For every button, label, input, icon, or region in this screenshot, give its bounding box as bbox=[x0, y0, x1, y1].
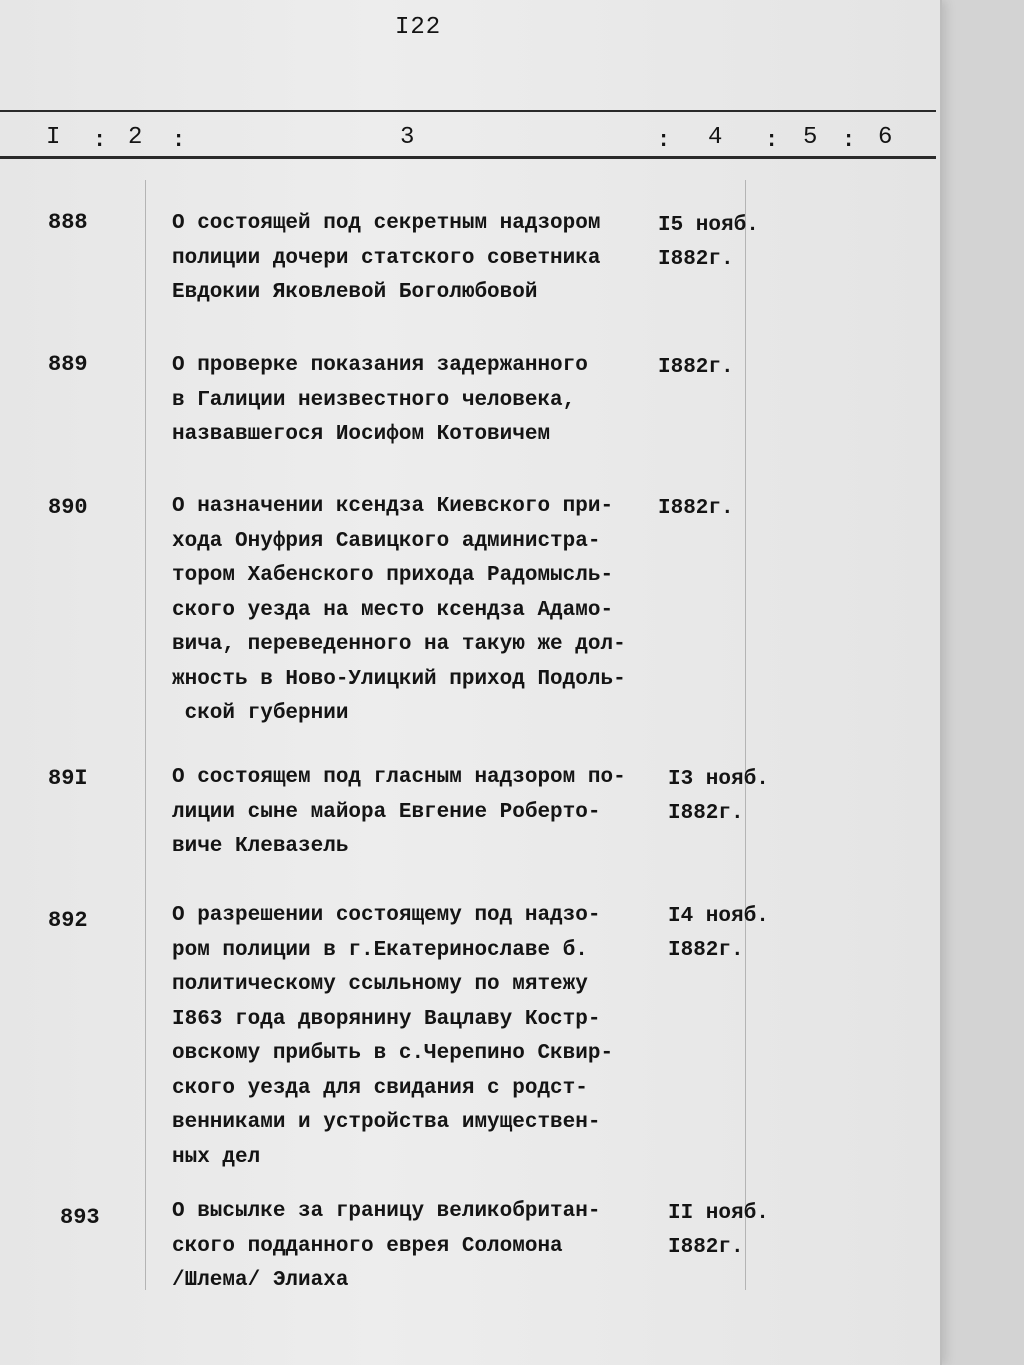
column-separator: : bbox=[765, 128, 779, 153]
entry-title: О высылке за границу великобритан- ского подданного еврея Соломона /Шлема/ Элиаха bbox=[172, 1200, 601, 1292]
entry-title: О разрешении состоящему под надзо- ром полиции в г.Екатеринославе б. политическому ссыльному по мятежу I863 года дворянину Вацлаву Костр- овскому прибыть в с.Черепино Сквир- ского уезда для свидания с родст- венниками и устройства имуществен- ных дел bbox=[172, 904, 614, 1169]
column-header-1: I bbox=[46, 124, 61, 151]
entry-title: О проверке показания задержанного в Галиции неизвестного человека, назвавшегося Иосифом Котовичем bbox=[172, 354, 588, 446]
column-divider bbox=[145, 180, 146, 1290]
column-divider bbox=[745, 180, 746, 1290]
column-header-2: 2 bbox=[128, 124, 143, 151]
header-top-rule bbox=[0, 110, 936, 112]
entry-date: I882г. bbox=[658, 497, 734, 520]
column-header-4: 4 bbox=[708, 124, 723, 151]
entry-date: I882г. bbox=[658, 356, 734, 379]
column-header-3: 3 bbox=[400, 124, 415, 151]
column-header-6: 6 bbox=[878, 124, 893, 151]
entry-number: 893 bbox=[60, 1205, 100, 1230]
entry-date: II нояб. I882г. bbox=[668, 1202, 769, 1259]
column-separator: : bbox=[657, 128, 671, 153]
entry-title: О назначении ксендза Киевского при- хода Онуфрия Савицкого администра- тором Хабенского прихода Радомысль- ского уезда на место ксендза Адамо- вича, переведенного на такую же дол- жность в Ново-Улицкий приход Подоль- ской губернии bbox=[172, 495, 626, 725]
entry-number: 889 bbox=[48, 352, 88, 377]
entry-number: 890 bbox=[48, 495, 88, 520]
back-sheet bbox=[930, 0, 1024, 1365]
column-separator: : bbox=[842, 128, 856, 153]
entry-date: I4 нояб. I882г. bbox=[668, 905, 769, 962]
entry-number: 89I bbox=[48, 766, 88, 791]
entry-date: I5 нояб. I882г. bbox=[658, 214, 759, 271]
column-separator: : bbox=[172, 128, 186, 153]
entry-title: О состоящем под гласным надзором по- лиции сыне майора Евгение Роберто- виче Клевазель bbox=[172, 766, 626, 858]
entry-number: 892 bbox=[48, 908, 88, 933]
page-number: I22 bbox=[395, 14, 442, 41]
entry-date: I3 нояб. I882г. bbox=[668, 768, 769, 825]
entry-number: 888 bbox=[48, 210, 88, 235]
header-bottom-rule bbox=[0, 156, 936, 159]
column-separator: : bbox=[93, 128, 107, 153]
entry-title: О состоящей под секретным надзором полиции дочери статского советника Евдокии Яковлевой Боголюбовой bbox=[172, 212, 601, 304]
column-header-5: 5 bbox=[803, 124, 818, 151]
